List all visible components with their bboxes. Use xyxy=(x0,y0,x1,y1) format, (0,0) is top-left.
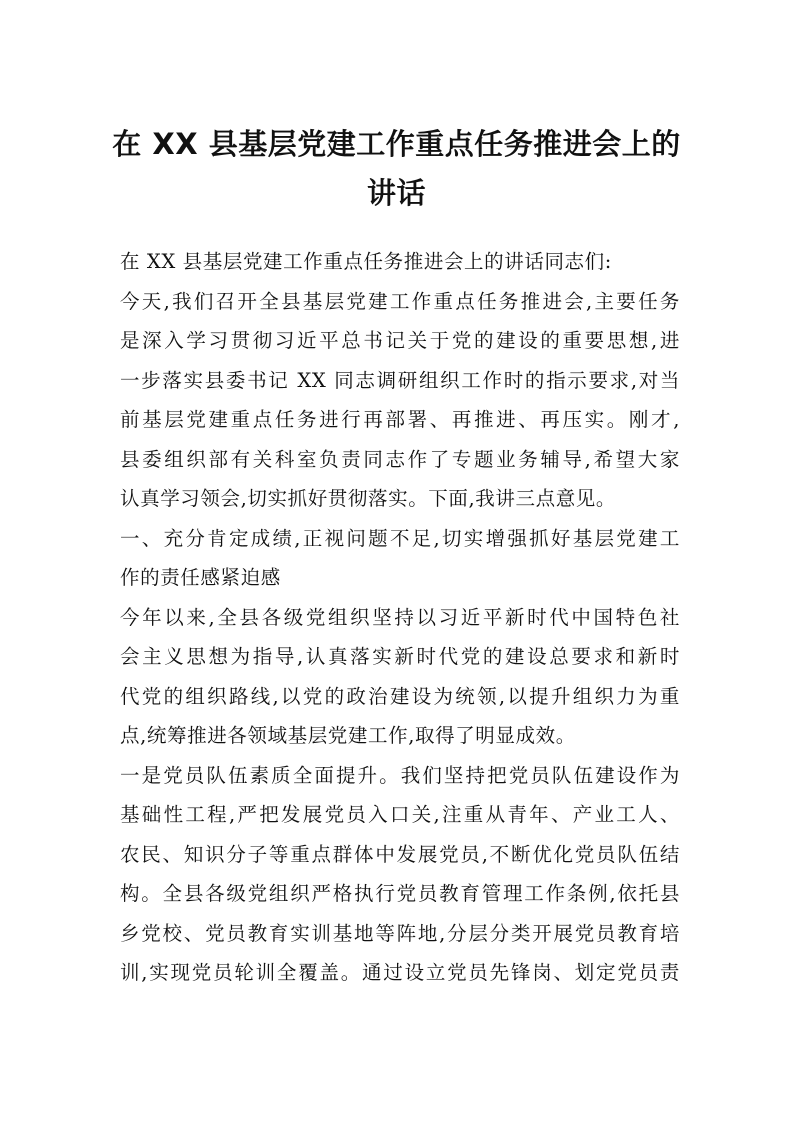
body-line: 会主义思想为指导,认真落实新时代党的建设总要求和新时 xyxy=(120,645,680,668)
body-line: 一步落实县委书记 XX 同志调研组织工作时的指示要求,对当 xyxy=(120,369,680,392)
body-line: 今天,我们召开全县基层党建工作重点任务推进会,主要任务 xyxy=(120,290,680,313)
salutation-line: 在 XX 县基层党建工作重点任务推进会上的讲话同志们: xyxy=(120,250,612,273)
body-line: 基础性工程,严把发展党员入口关,注重从青年、产业工人、 xyxy=(120,803,680,826)
body-line: 今年以来,全县各级党组织坚持以习近平新时代中国特色社 xyxy=(120,606,680,629)
body-line: 构。全县各级党组织严格执行党员教育管理工作条例,依托县 xyxy=(120,882,680,905)
body-line: 农民、知识分子等重点群体中发展党员,不断优化党员队伍结 xyxy=(120,843,680,866)
document-title-line-1: 在 XX 县基层党建工作重点任务推进会上的 xyxy=(112,127,681,161)
body-line: 训,实现党员轮训全覆盖。通过设立党员先锋岗、划定党员责 xyxy=(120,961,680,984)
section-heading-line: 一、充分肯定成绩,正视问题不足,切实增强抓好基层党建工 xyxy=(120,527,680,550)
body-line: 县委组织部有关科室负责同志作了专题业务辅导,希望大家 xyxy=(120,448,680,471)
body-line: 点,统筹推进各领域基层党建工作,取得了明显成效。 xyxy=(120,724,576,747)
body-line: 是深入学习贯彻习近平总书记关于党的建设的重要思想,进 xyxy=(120,329,680,352)
section-heading-line: 作的责任感紧迫感 xyxy=(120,566,281,589)
body-line: 代党的组织路线,以党的政治建设为统领,以提升组织力为重 xyxy=(120,685,680,708)
document-title-line-2: 讲话 xyxy=(366,176,426,210)
body-line: 前基层党建重点任务进行再部署、再推进、再压实。刚才, xyxy=(120,408,680,431)
body-line: 认真学习领会,切实抓好贯彻落实。下面,我讲三点意见。 xyxy=(120,487,616,510)
body-line: 一是党员队伍素质全面提升。我们坚持把党员队伍建设作为 xyxy=(120,764,680,787)
body-line: 乡党校、党员教育实训基地等阵地,分层分类开展党员教育培 xyxy=(120,922,680,945)
